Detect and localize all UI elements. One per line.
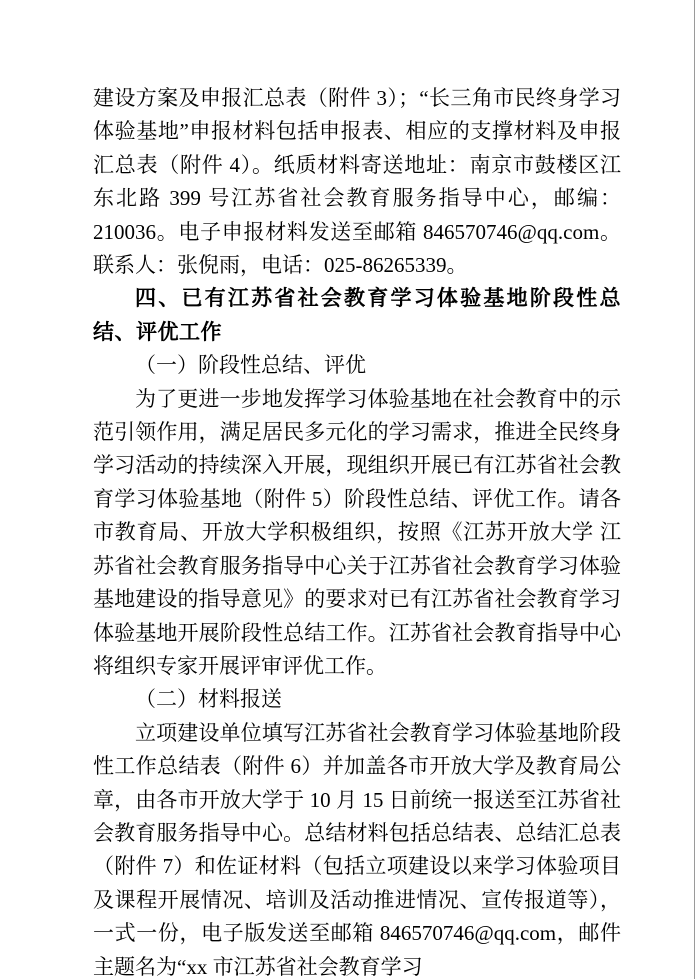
paragraph-material-submission: 立项建设单位填写江苏省社会教育学习体验基地阶段性工作总结表（附件 6）并加盖各市开放大学及教育局公章，由各市开放大学于 10 月 15 日前统一报送至江苏省社会教育服务指导中心。总结材料包括总结表、总结汇总表（附件 7）和佐证材料（包括立项建设以来学习体验项目及课程开展情况、培训及活动推进情况、宣传报道等），一式一份，电子版发送至邮箱 846570746@qq.com，邮件主题名为“xx 市江苏省社会教育学习 (93, 720, 621, 979)
section-heading-four: 四、已有江苏省社会教育学习体验基地阶段性总结、评优工作 (93, 287, 621, 344)
subsection-heading-one: （一）阶段性总结、评优 (135, 353, 366, 378)
subsection-heading-two: （二）材料报送 (135, 687, 282, 712)
page-edge-line (694, 0, 695, 979)
paragraph-application-materials: 建设方案及申报汇总表（附件 3）；“长三角市民终身学习体验基地”申报材料包括申报表、相应的支撑材料及申报汇总表（附件 4）。纸质材料寄送地址：南京市鼓楼区江东北路 399 号江苏省社会教育服务指导中心，邮编：210036。电子申报材料发送至邮箱 846570746@qq.com。联系人：张倪雨，电话：025-86265339。 (93, 86, 621, 278)
paragraph-summary-evaluation: 为了更进一步地发挥学习体验基地在社会教育中的示范引领作用，满足居民多元化的学习需求，推进全民终身学习活动的持续深入开展，现组织开展已有江苏省社会教育学习体验基地（附件 5）阶段性总结、评优工作。请各市教育局、开放大学积极组织，按照《江苏开放大学 江苏省社会教育服务指导中心关于江苏省社会教育学习体验基地建设的指导意见》的要求对已有江苏省社会教育学习体验基地开展阶段性总结工作。江苏省社会教育指导中心将组织专家开展评审评优工作。 (93, 386, 621, 678)
document-content (93, 82, 621, 979)
